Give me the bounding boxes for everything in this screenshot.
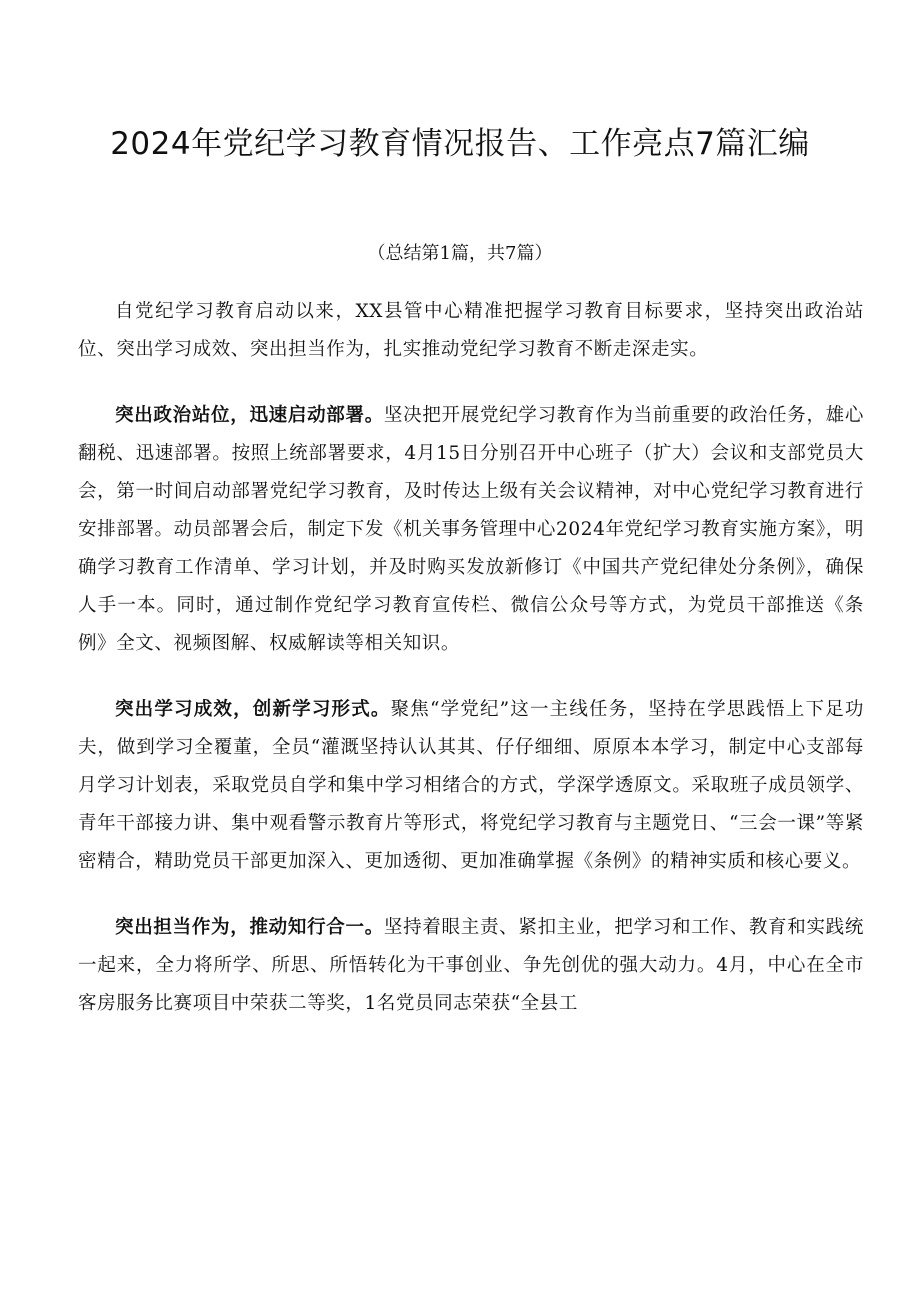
paragraph-learning-results (78, 691, 864, 881)
document-title: 2024年党纪学习教育情况报告、工作亮点7篇汇编 (110, 126, 810, 162)
paragraph-text: 聚焦“学党纪”这一主线任务，坚持在学思践悟上下足功夫，做到学习全覆董，全员“灌溉坚持认认其其、仔仔细细、原原本本学习，制定中心支部每月学习计划表，采取党员自学和集中学习相绪合的方式，学深学透原文。采取班子成员领学、青年干部接力讲、集中观看警示教育片等形式，将党纪学习教育与主题党日、“三会一课”等紧密精合，精助党员干部更加深入、更加透彻、更加准确掌握《条例》的精神实质和核心要义。 (78, 699, 864, 872)
paragraph-lead: 突出担当作为，推动知行合一。 (115, 917, 384, 938)
document-body (78, 293, 864, 1051)
paragraph-intro (78, 293, 864, 369)
paragraph-text: 坚决把开展党纪学习教育作为当前重要的政治任务，雄心翻税、迅速部署。按照上统部署要求，4月15日分别召开中心班子（扩大）会议和支部党员大会，第一时间启动部署党纪学习教育，及时传达上级有关会议精神，对中心党纪学习教育进行安排部署。动员部署会后，制定下发《机关事务管理中心2024年党纪学习教育实施方案》，明确学习教育工作清单、学习计划，并及时购买发放新修订《中国共产党纪律处分条例》，确保人手一本。同时，通过制作党纪学习教育宣传栏、微信公众号等方式，为党员干部推送《条例》全文、视频图解、权威解读等相关知识。 (78, 405, 864, 654)
paragraph-lead: 突出学习成效，创新学习形式。 (115, 699, 391, 720)
paragraph-lead: 突出政治站位，迅速启动部署。 (115, 405, 384, 426)
paragraph-text: 坚持着眼主责、紧扣主业，把学习和工作、教育和实践统一起来，全力将所学、所思、所悟转化为干事创业、争先创优的强大动力。4月，中心在全市客房服务比赛项目中荣获二等奖，1名党员同志荣获“全县工 (78, 917, 864, 1014)
paragraph-text: 自党纪学习教育启动以来，XX县管中心精准把握学习教育目标要求，坚持突出政治站位、突出学习成效、突出担当作为，扎实推动党纪学习教育不断走深走实。 (78, 301, 864, 360)
document-subtitle: （总结第1篇，共7篇） (367, 243, 553, 264)
paragraph-responsibility (78, 909, 864, 1023)
paragraph-political-stance (78, 397, 864, 663)
